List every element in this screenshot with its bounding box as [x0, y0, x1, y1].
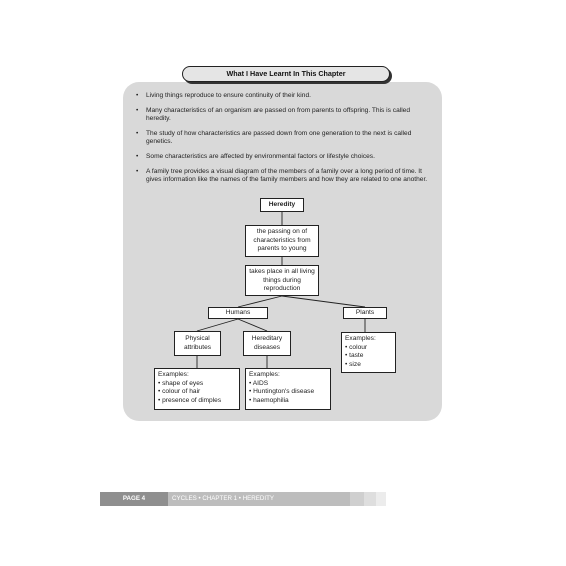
footer-breadcrumb: CYCLES • CHAPTER 1 • HEREDITY [172, 495, 274, 502]
footer-shade-block [376, 492, 386, 506]
physical-examples-box [154, 368, 240, 410]
list-item: • A family tree provides a visual diagram of the members of a family over a long period of time. It gives information like the names of the family members and how they are related to one another. [135, 168, 431, 185]
example-item: • haemophilia [249, 396, 289, 404]
example-item: • AIDS [249, 379, 269, 387]
examples-heading: Examples: [158, 371, 189, 378]
example-item: • shape of eyes [158, 379, 204, 387]
list-item: • Living things reproduce to ensure continuity of their kind. [135, 92, 431, 101]
footer-shade-block [364, 492, 376, 506]
list-item: • Many characteristics of an organism are passed on from parents to offspring. This is called heredity. [135, 107, 431, 124]
example-item: • size [345, 360, 361, 368]
footer-shade-block [350, 492, 364, 506]
definition-node: the passing on of characteristics from parents to young [245, 225, 319, 257]
heredity-node: Heredity [260, 198, 304, 212]
hereditary-diseases-node: Hereditary diseases [243, 331, 291, 356]
physical-attributes-node: Physical attributes [174, 331, 221, 356]
plants-node: Plants [343, 307, 387, 319]
reproduction-node: takes place in all living things during reproduction [245, 265, 319, 296]
example-item: • taste [345, 352, 364, 360]
plant-examples-box [341, 332, 396, 373]
examples-heading: Examples: [345, 335, 376, 342]
list-item: • Some characteristics are affected by environmental factors or lifestyle choices. [135, 153, 431, 162]
example-item: • presence of dimples [158, 396, 222, 404]
section-title: What I Have Learnt In This Chapter [182, 66, 390, 82]
examples-heading: Examples: [249, 371, 280, 378]
example-item: • Huntington's disease [249, 388, 315, 396]
page-number: PAGE 4 [100, 492, 168, 506]
example-item: • colour of hair [158, 388, 201, 396]
disease-examples-box [245, 368, 331, 410]
list-item: • The study of how characteristics are passed down from one generation to the next is called genetics. [135, 130, 431, 147]
humans-node: Humans [208, 307, 268, 319]
example-item: • colour [345, 343, 368, 351]
